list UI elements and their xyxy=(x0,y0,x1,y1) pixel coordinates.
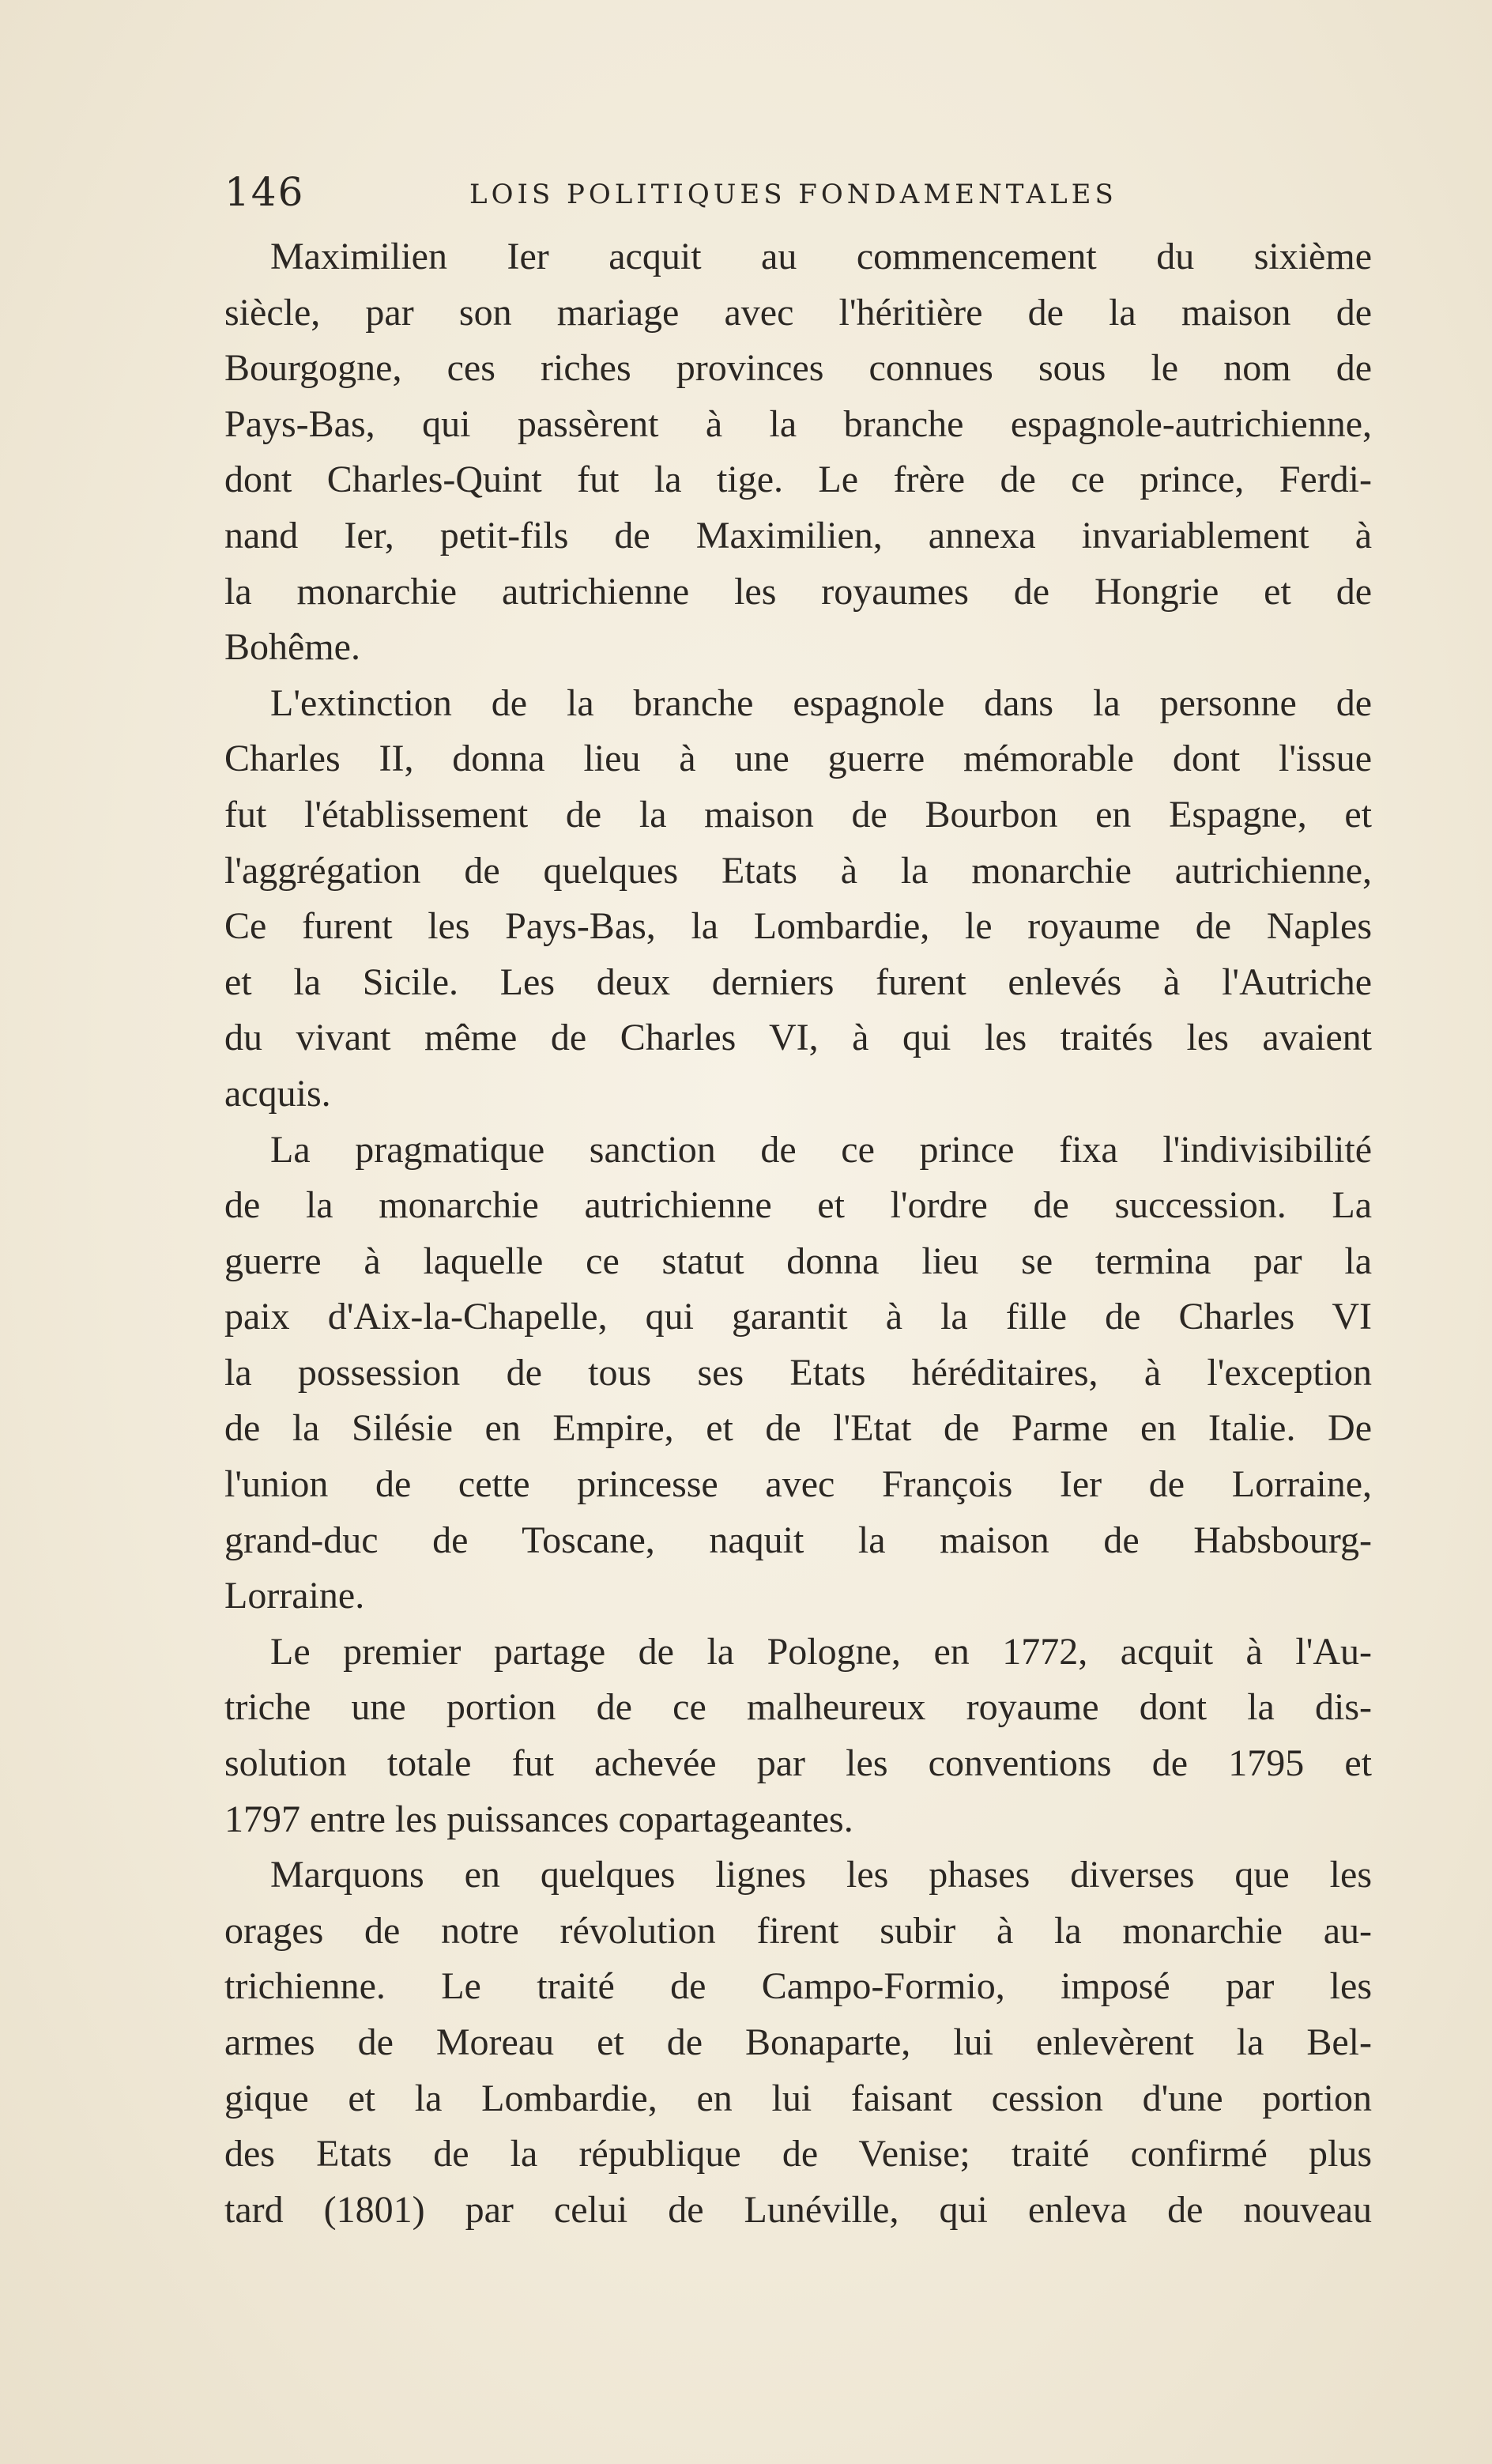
running-title: LOIS POLITIQUES FONDAMENTALES xyxy=(469,179,1117,210)
text-line: siècle, par son mariage avec l'héritière de la maison de xyxy=(224,291,1372,334)
text-line: dont Charles-Quint fut la tige. Le frère de ce prince, Ferdi- xyxy=(224,458,1372,501)
page-number: 146 xyxy=(224,169,305,215)
text-line: Bohême. xyxy=(224,626,360,669)
page-header xyxy=(224,169,1378,225)
text-line: Pays-Bas, qui passèrent à la branche espagnole-autrichienne, xyxy=(224,402,1372,445)
text-line: Marquons en quelques lignes les phases diverses que les xyxy=(270,1854,1372,1896)
text-line: L'extinction de la branche espagnole dans la personne de xyxy=(270,681,1372,724)
text-line: guerre à laquelle ce statut donna lieu se termina par la xyxy=(224,1240,1372,1282)
text-line: solution totale fut achevée par les conventions de 1795 et xyxy=(224,1742,1372,1785)
text-line: paix d'Aix-la-Chapelle, qui garantit à la fille de Charles VI xyxy=(224,1296,1372,1338)
text-line: La pragmatique sanction de ce prince fixa l'indivisibilité xyxy=(270,1128,1372,1171)
text-line: armes de Moreau et de Bonaparte, lui enlevèrent la Bel- xyxy=(224,2021,1372,2063)
text-line: nand Ier, petit-fils de Maximilien, annexa invariablement à xyxy=(224,514,1372,557)
paragraph-revolution xyxy=(224,1847,1372,2238)
paragraph-maximilien xyxy=(224,229,1372,676)
text-line: la monarchie autrichienne les royaumes de Hongrie et de xyxy=(224,570,1372,613)
text-line: l'aggrégation de quelques Etats à la monarchie autrichienne, xyxy=(224,849,1372,892)
paragraph-pragmatique xyxy=(224,1123,1372,1624)
text-line: de la Silésie en Empire, et de l'Etat de Parme en Italie. De xyxy=(224,1407,1372,1450)
text-line: la possession de tous ses Etats héréditaires, à l'exception xyxy=(224,1351,1372,1394)
text-line: Bourgogne, ces riches provinces connues sous le nom de xyxy=(224,347,1372,390)
text-line: Le premier partage de la Pologne, en 1772, acquit à l'Au- xyxy=(270,1630,1372,1673)
text-line: 1797 entre les puissances copartageantes. xyxy=(224,1798,853,1840)
text-line: Charles II, donna lieu à une guerre mémorable dont l'issue xyxy=(224,738,1372,780)
text-line: l'union de cette princesse avec François Ier de Lorraine, xyxy=(224,1463,1372,1506)
text-line: du vivant même de Charles VI, à qui les traités les avaient xyxy=(224,1017,1372,1059)
text-line: orages de notre révolution firent subir à la monarchie au- xyxy=(224,1909,1372,1952)
body-text xyxy=(224,229,1372,2238)
text-line: Lorraine. xyxy=(224,1575,365,1617)
text-line: trichienne. Le traité de Campo-Formio, imposé par les xyxy=(224,1965,1372,2008)
text-line: et la Sicile. Les deux derniers furent enlevés à l'Autriche xyxy=(224,960,1372,1003)
text-line: Maximilien Ier acquit au commencement du sixième xyxy=(270,236,1372,277)
text-line: triche une portion de ce malheureux royaume dont la dis- xyxy=(224,1686,1372,1729)
text-line: fut l'établissement de la maison de Bourbon en Espagne, et xyxy=(224,793,1372,836)
text-line: tard (1801) par celui de Lunéville, qui enleva de nouveau xyxy=(224,2188,1372,2231)
paragraph-pologne xyxy=(224,1624,1372,1847)
text-line: de la monarchie autrichienne et l'ordre de succession. La xyxy=(224,1184,1372,1227)
paragraph-extinction xyxy=(224,676,1372,1123)
text-line: acquis. xyxy=(224,1072,331,1115)
text-line: gique et la Lombardie, en lui faisant cession d'une portion xyxy=(224,2077,1372,2119)
text-line: grand-duc de Toscane, naquit la maison de Habsbourg- xyxy=(224,1519,1372,1561)
text-line: Ce furent les Pays-Bas, la Lombardie, le royaume de Naples xyxy=(224,905,1372,948)
text-line: des Etats de la république de Venise; traité confirmé plus xyxy=(224,2133,1372,2175)
